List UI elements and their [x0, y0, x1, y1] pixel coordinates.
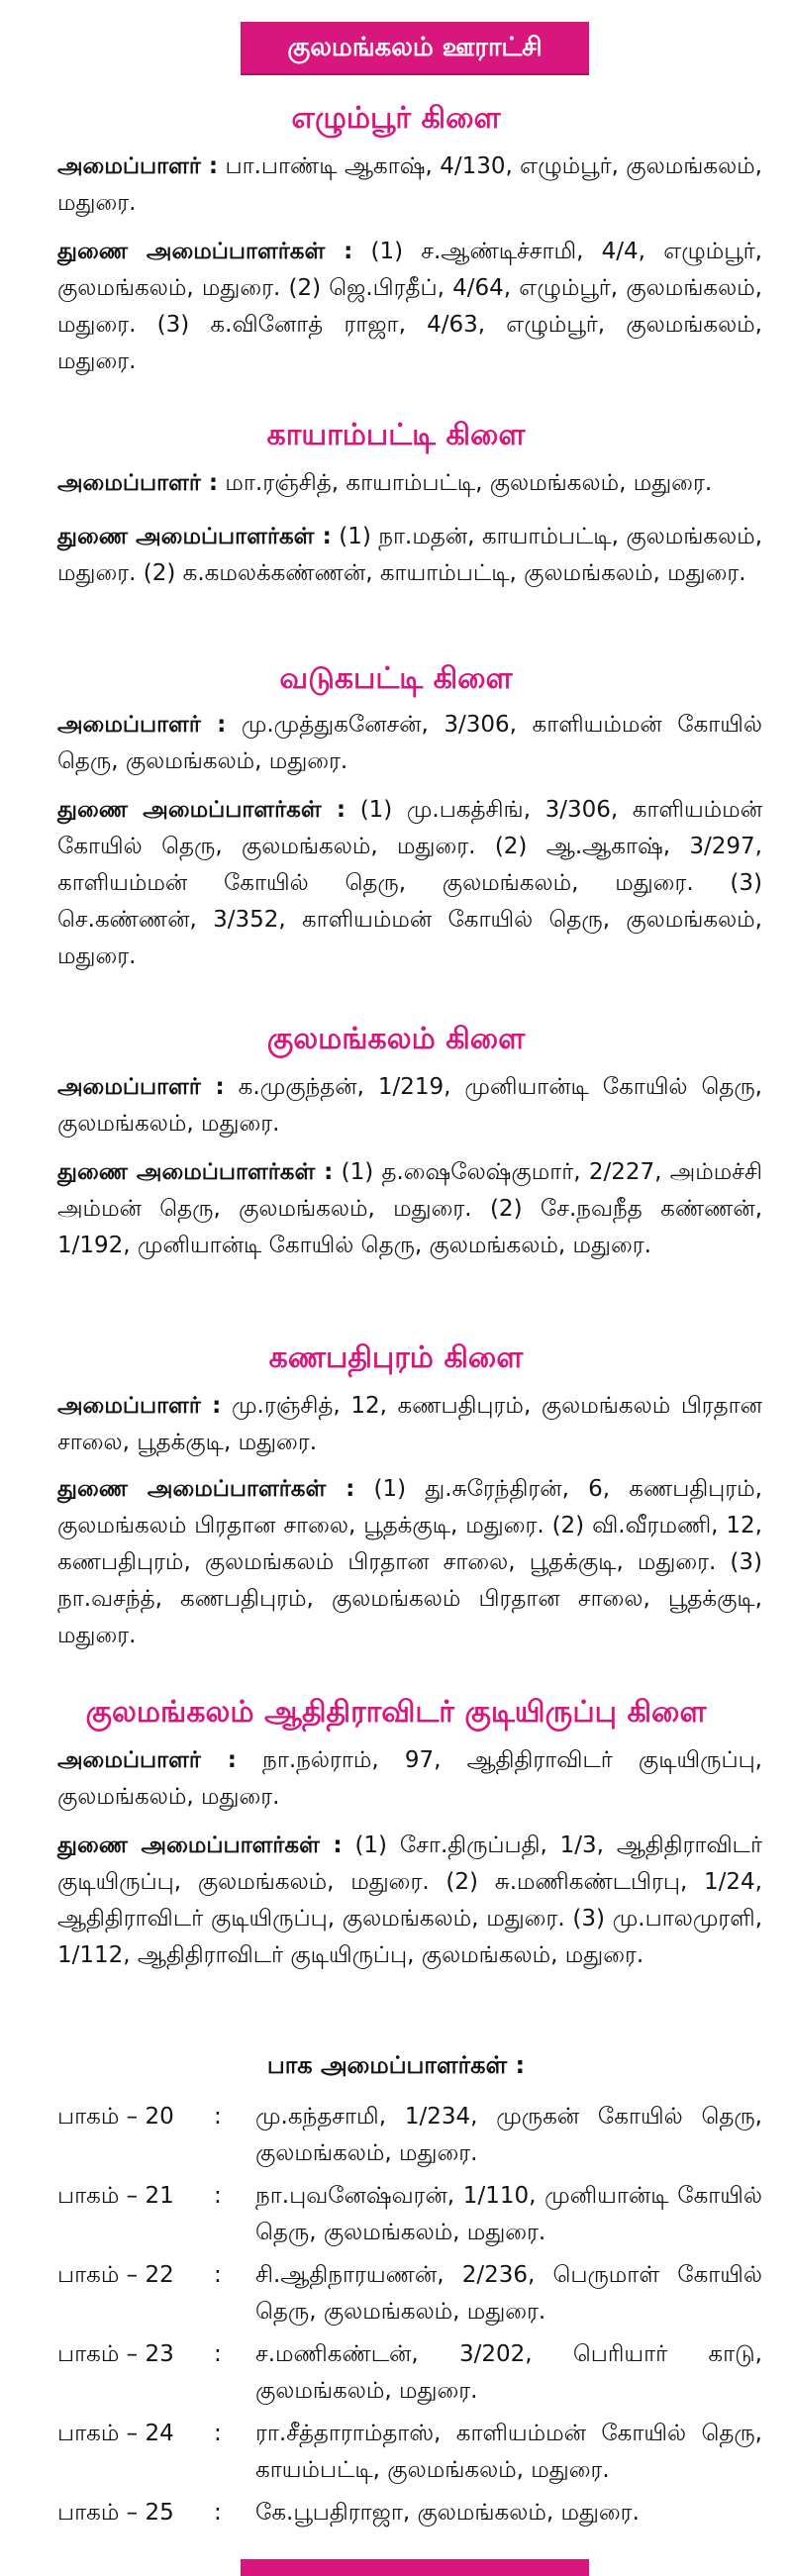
organizer-paragraph	[57, 707, 762, 780]
organizer-label: அமைப்பாளர் :	[57, 470, 219, 496]
deputies-text: (1) ச.ஆண்டிச்சாமி, 4/4, எழும்பூர், குலமங்கலம், மதுரை. (2) ஜெ.பிரதீப், 4/64, எழும்பூர், குலமங்கலம், மதுரை. (3) க.வினோத் ராஜா, 4/63, எழும்பூர், குலமங்கலம், மதுரை.	[57, 239, 762, 374]
deputy-label: துணை அமைப்பாளர்கள் :	[57, 1476, 355, 1502]
part-text: கே.பூபதிராஜா, குலமங்கலம், மதுரை.	[255, 2500, 640, 2526]
organizer-paragraph	[57, 465, 762, 502]
organizer-text: நா.நல்ராம், 97, ஆதிதிராவிடர் குடியிருப்பு, குலமங்கலம், மதுரை.	[57, 1747, 762, 1810]
section-title: கணபதிபுரம் கிளை	[268, 1340, 524, 1375]
organizer-paragraph	[57, 1388, 762, 1461]
part-label: பாகம் – 21	[57, 2183, 174, 2209]
deputies-paragraph	[57, 1828, 762, 1974]
part-label: பாகம் – 23	[57, 2341, 174, 2367]
deputies-text: (1) து.சுரேந்திரன், 6, கணபதிபுரம், குலமங்கலம் பிரதான சாலை, பூதக்குடி, மதுரை. (2) வி.வீரமணி, 12, கணபதிபுரம், குலமங்கலம் பிரதான சாலை, பூதக்குடி, மதுரை. (3) நா.வசந்த், கணபதிபுரம், குலமங்கலம் பிரதான சாலை, பூதக்குடி, மதுரை.	[57, 1476, 762, 1648]
deputies-text: (1) மு.பகத்சிங், 3/306, காளியம்மன் கோயில் தெரு, குலமங்கலம், மதுரை. (2) ஆ.ஆகாஷ், 3/297, காளியம்மன் கோயில் தெரு, குலமங்கலம், மதுரை. (3) செ.கண்ணன், 3/352, காளியம்மன் கோயில் தெரு, குலமங்கலம், மதுரை.	[57, 797, 762, 969]
deputy-label: துணை அமைப்பாளர்கள் :	[57, 1159, 334, 1185]
deputies-paragraph	[57, 234, 762, 380]
organizer-label: அமைப்பாளர் :	[57, 1393, 222, 1419]
part-label: பாகம் – 24	[57, 2421, 174, 2446]
deputies-paragraph	[57, 1154, 762, 1264]
section-title: குலமங்கலம் ஆதிதிராவிடர் குடியிருப்பு கிளை	[85, 1695, 707, 1730]
next-banner-strip	[241, 2559, 589, 2576]
deputies-paragraph	[57, 792, 762, 975]
part-text: மு.கந்தசாமி, 1/234, முருகன் கோயில் தெரு, குலமங்கலம், மதுரை.	[255, 2104, 762, 2166]
part-text: ரா.சீத்தாராம்தாஸ், காளியம்மன் கோயில் தெரு, காயம்பட்டி, குலமங்கலம், மதுரை.	[255, 2421, 762, 2483]
deputies-text: (1) நா.மதன், காயாம்பட்டி, குலமங்கலம், மதுரை. (2) க.கமலக்கண்ணன், காயாம்பட்டி, குலமங்கலம், மதுரை.	[57, 524, 762, 586]
organizer-text: மா.ரஞ்சித், காயாம்பட்டி, குலமங்கலம், மதுரை.	[218, 470, 713, 496]
deputy-label: துணை அமைப்பாளர்கள் :	[57, 239, 353, 264]
organizer-paragraph	[57, 1069, 762, 1142]
page-banner: குலமங்கலம் ஊராட்சி	[241, 22, 589, 73]
part-colon: :	[214, 2421, 222, 2446]
organizer-text: க.முகுந்தன், 1/219, முனியான்டி கோயில் தெரு, குலமங்கலம், மதுரை.	[57, 1074, 762, 1137]
organizer-label: அமைப்பாளர் :	[57, 1074, 225, 1100]
part-label: பாகம் – 25	[57, 2500, 174, 2526]
section-title: காயாம்பட்டி கிளை	[266, 418, 526, 452]
section-title: எழும்பூர் கிளை	[291, 101, 501, 136]
part-colon: :	[214, 2341, 222, 2367]
organizer-paragraph	[57, 149, 762, 222]
part-colon: :	[214, 2104, 222, 2130]
organizer-label: அமைப்பாளர் :	[57, 153, 219, 179]
part-colon: :	[214, 2500, 222, 2526]
deputy-label: துணை அமைப்பாளர்கள் :	[57, 797, 346, 823]
deputy-label: துணை அமைப்பாளர்கள் :	[57, 524, 332, 549]
section-title: வடுகபட்டி கிளை	[279, 661, 513, 696]
organizer-text: மு.முத்துகனேசன், 3/306, காளியம்மன் கோயில் தெரு, குலமங்கலம், மதுரை.	[57, 712, 763, 774]
deputy-label: துணை அமைப்பாளர்கள் :	[57, 1833, 343, 1858]
organizer-paragraph	[57, 1742, 762, 1816]
part-label: பாகம் – 22	[57, 2262, 174, 2288]
section-title: குலமங்கலம் கிளை	[266, 1022, 526, 1056]
part-text: நா.புவனேஷ்வரன், 1/110, முனியான்டி கோயில் தெரு, குலமங்கலம், மதுரை.	[255, 2183, 762, 2245]
organizer-text: மு.ரஞ்சித், 12, கணபதிபுரம், குலமங்கலம் பிரதான சாலை, பூதக்குடி, மதுரை.	[57, 1393, 762, 1455]
part-text: சி.ஆதிநாரயணன், 2/236, பெருமாள் கோயில் தெரு, குலமங்கலம், மதுரை.	[255, 2262, 762, 2325]
part-text: ச.மணிகண்டன், 3/202, பெரியார் காடு, குலமங்கலம், மதுரை.	[255, 2341, 762, 2404]
organizer-label: அமைப்பாளர் :	[57, 1747, 237, 1773]
part-colon: :	[214, 2262, 222, 2288]
part-label: பாகம் – 20	[57, 2104, 174, 2130]
organizer-text: பா.பாண்டி ஆகாஷ், 4/130, எழும்பூர், குலமங்கலம், மதுரை.	[57, 153, 762, 216]
deputies-paragraph	[57, 1471, 762, 1654]
deputies-text: (1) த.ஷைலேஷ்குமார், 2/227, அம்மச்சி அம்மன் தெரு, குலமங்கலம், மதுரை. (2) சே.நவநீத கண்ணன், 1/192, முனியான்டி கோயில் தெரு, குலமங்கலம், மதுரை.	[57, 1159, 762, 1258]
deputies-text: (1) சோ.திருப்பதி, 1/3, ஆதிதிராவிடர் குடியிருப்பு, குலமங்கலம், மதுரை. (2) சு.மணிகண்டபிரபு, 1/24, ஆதிதிராவிடர் குடியிருப்பு, குலமங்கலம், மதுரை. (3) மு.பாலமுரளி, 1/112, ஆதிதிராவிடர் குடியிருப்பு, குலமங்கலம், மதுரை.	[57, 1833, 762, 1968]
organizer-label: அமைப்பாளர் :	[57, 712, 227, 738]
deputies-paragraph	[57, 519, 762, 592]
part-colon: :	[214, 2183, 222, 2209]
part-organizers-heading: பாக அமைப்பாளர்கள் :	[266, 2051, 526, 2079]
